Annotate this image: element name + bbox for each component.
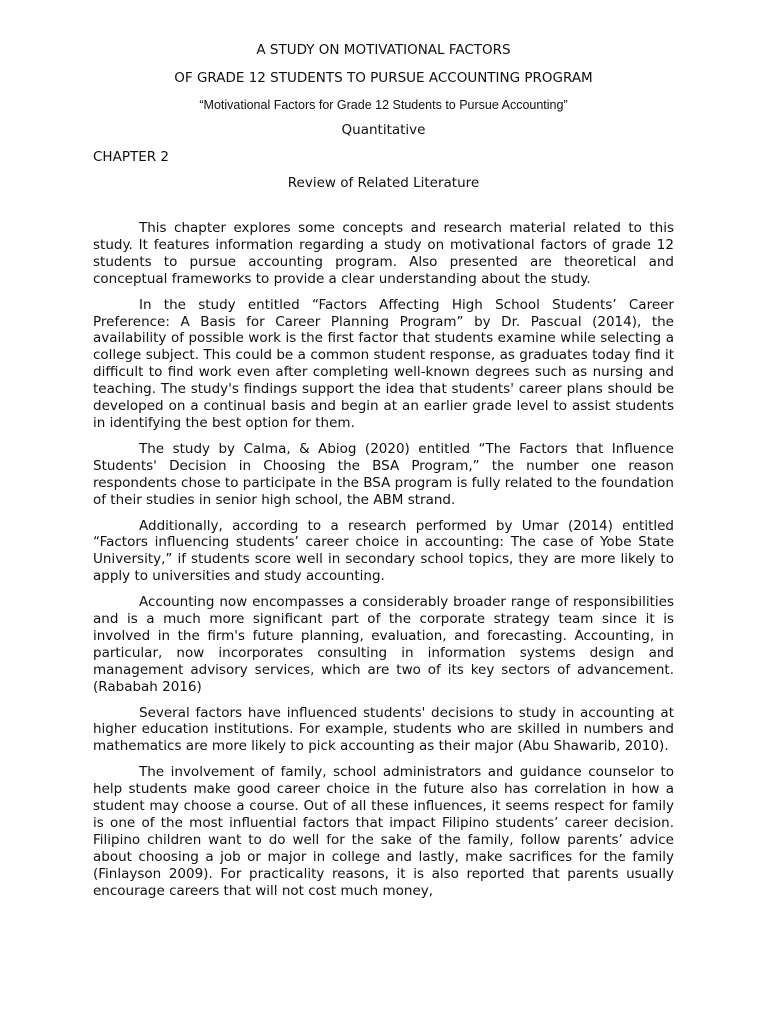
paragraph: In the study entitled “Factors Affecting High School Students’ Career Preference: A Basis for Career Planning Program” by Dr. Pascual (2014), the availability of possible work is the first factor that students examine while selecting a college subject. This could be a common student response, as graduates today find it difficult to find work even after completing well-known degrees such as nursing and teaching. The study's findings support the idea that students' career plans should be developed on a continual basis and begin at an earlier grade level to assist students in identifying the best option for them. <box>93 296 674 431</box>
paragraph: Accounting now encompasses a considerably broader range of responsibilities and is a much more significant part of the corporate strategy team since it is involved in the firm's future planning, evaluation, and forecasting. Accounting, in particular, now incorporates consulting in information systems design and management advisory services, which are two of its key sectors of advancement. (Rababah 2016) <box>93 594 674 695</box>
research-type: Quantitative <box>341 122 426 138</box>
paragraph: Several factors have influenced students' decisions to study in accounting at higher education institutions. For example, students who are skilled in numbers and mathematics are more likely to pick accounting as their major (Abu Shawarib, 2010). <box>93 704 674 755</box>
document-subtitle: “Motivational Factors for Grade 12 Students to Pursue Accounting” <box>199 98 568 112</box>
document-title-line-2: OF GRADE 12 STUDENTS TO PURSUE ACCOUNTING PROGRAM <box>174 70 593 86</box>
paragraph: Additionally, according to a research performed by Umar (2014) entitled “Factors influencing students’ career choice in accounting: The case of Yobe State University,” if students score well in secondary school topics, they are more likely to apply to universities and study accounting. <box>93 517 674 585</box>
paragraph: The study by Calma, & Abiog (2020) entitled “The Factors that Influence Students' Decision in Choosing the BSA Program,” the number one reason respondents chose to participate in the BSA program is fully related to the foundation of their studies in senior high school, the ABM strand. <box>93 440 674 508</box>
paragraph: The involvement of family, school administrators and guidance counselor to help students make good career choice in the future also has correlation in how a student may choose a course. Out of all these influences, it seems respect for family is one of the most influential factors that impact Filipino students’ career decision. Filipino children want to do well for the sake of the family, follow parents’ advice about choosing a job or major in college and lastly, make sacrifices for the family (Finlayson 2009). For practicality reasons, it is also reported that parents usually encourage careers that will not cost much money, <box>93 764 674 899</box>
paragraph: This chapter explores some concepts and research material related to this study. It features information regarding a study on motivational factors of grade 12 students to pursue accounting program. Also presented are theoretical and conceptual frameworks to provide a clear understanding about the study. <box>93 220 674 287</box>
document-body <box>93 220 674 900</box>
chapter-heading: CHAPTER 2 <box>93 149 169 165</box>
section-title: Review of Related Literature <box>287 175 480 191</box>
document-title-line-1: A STUDY ON MOTIVATIONAL FACTORS <box>256 42 511 58</box>
